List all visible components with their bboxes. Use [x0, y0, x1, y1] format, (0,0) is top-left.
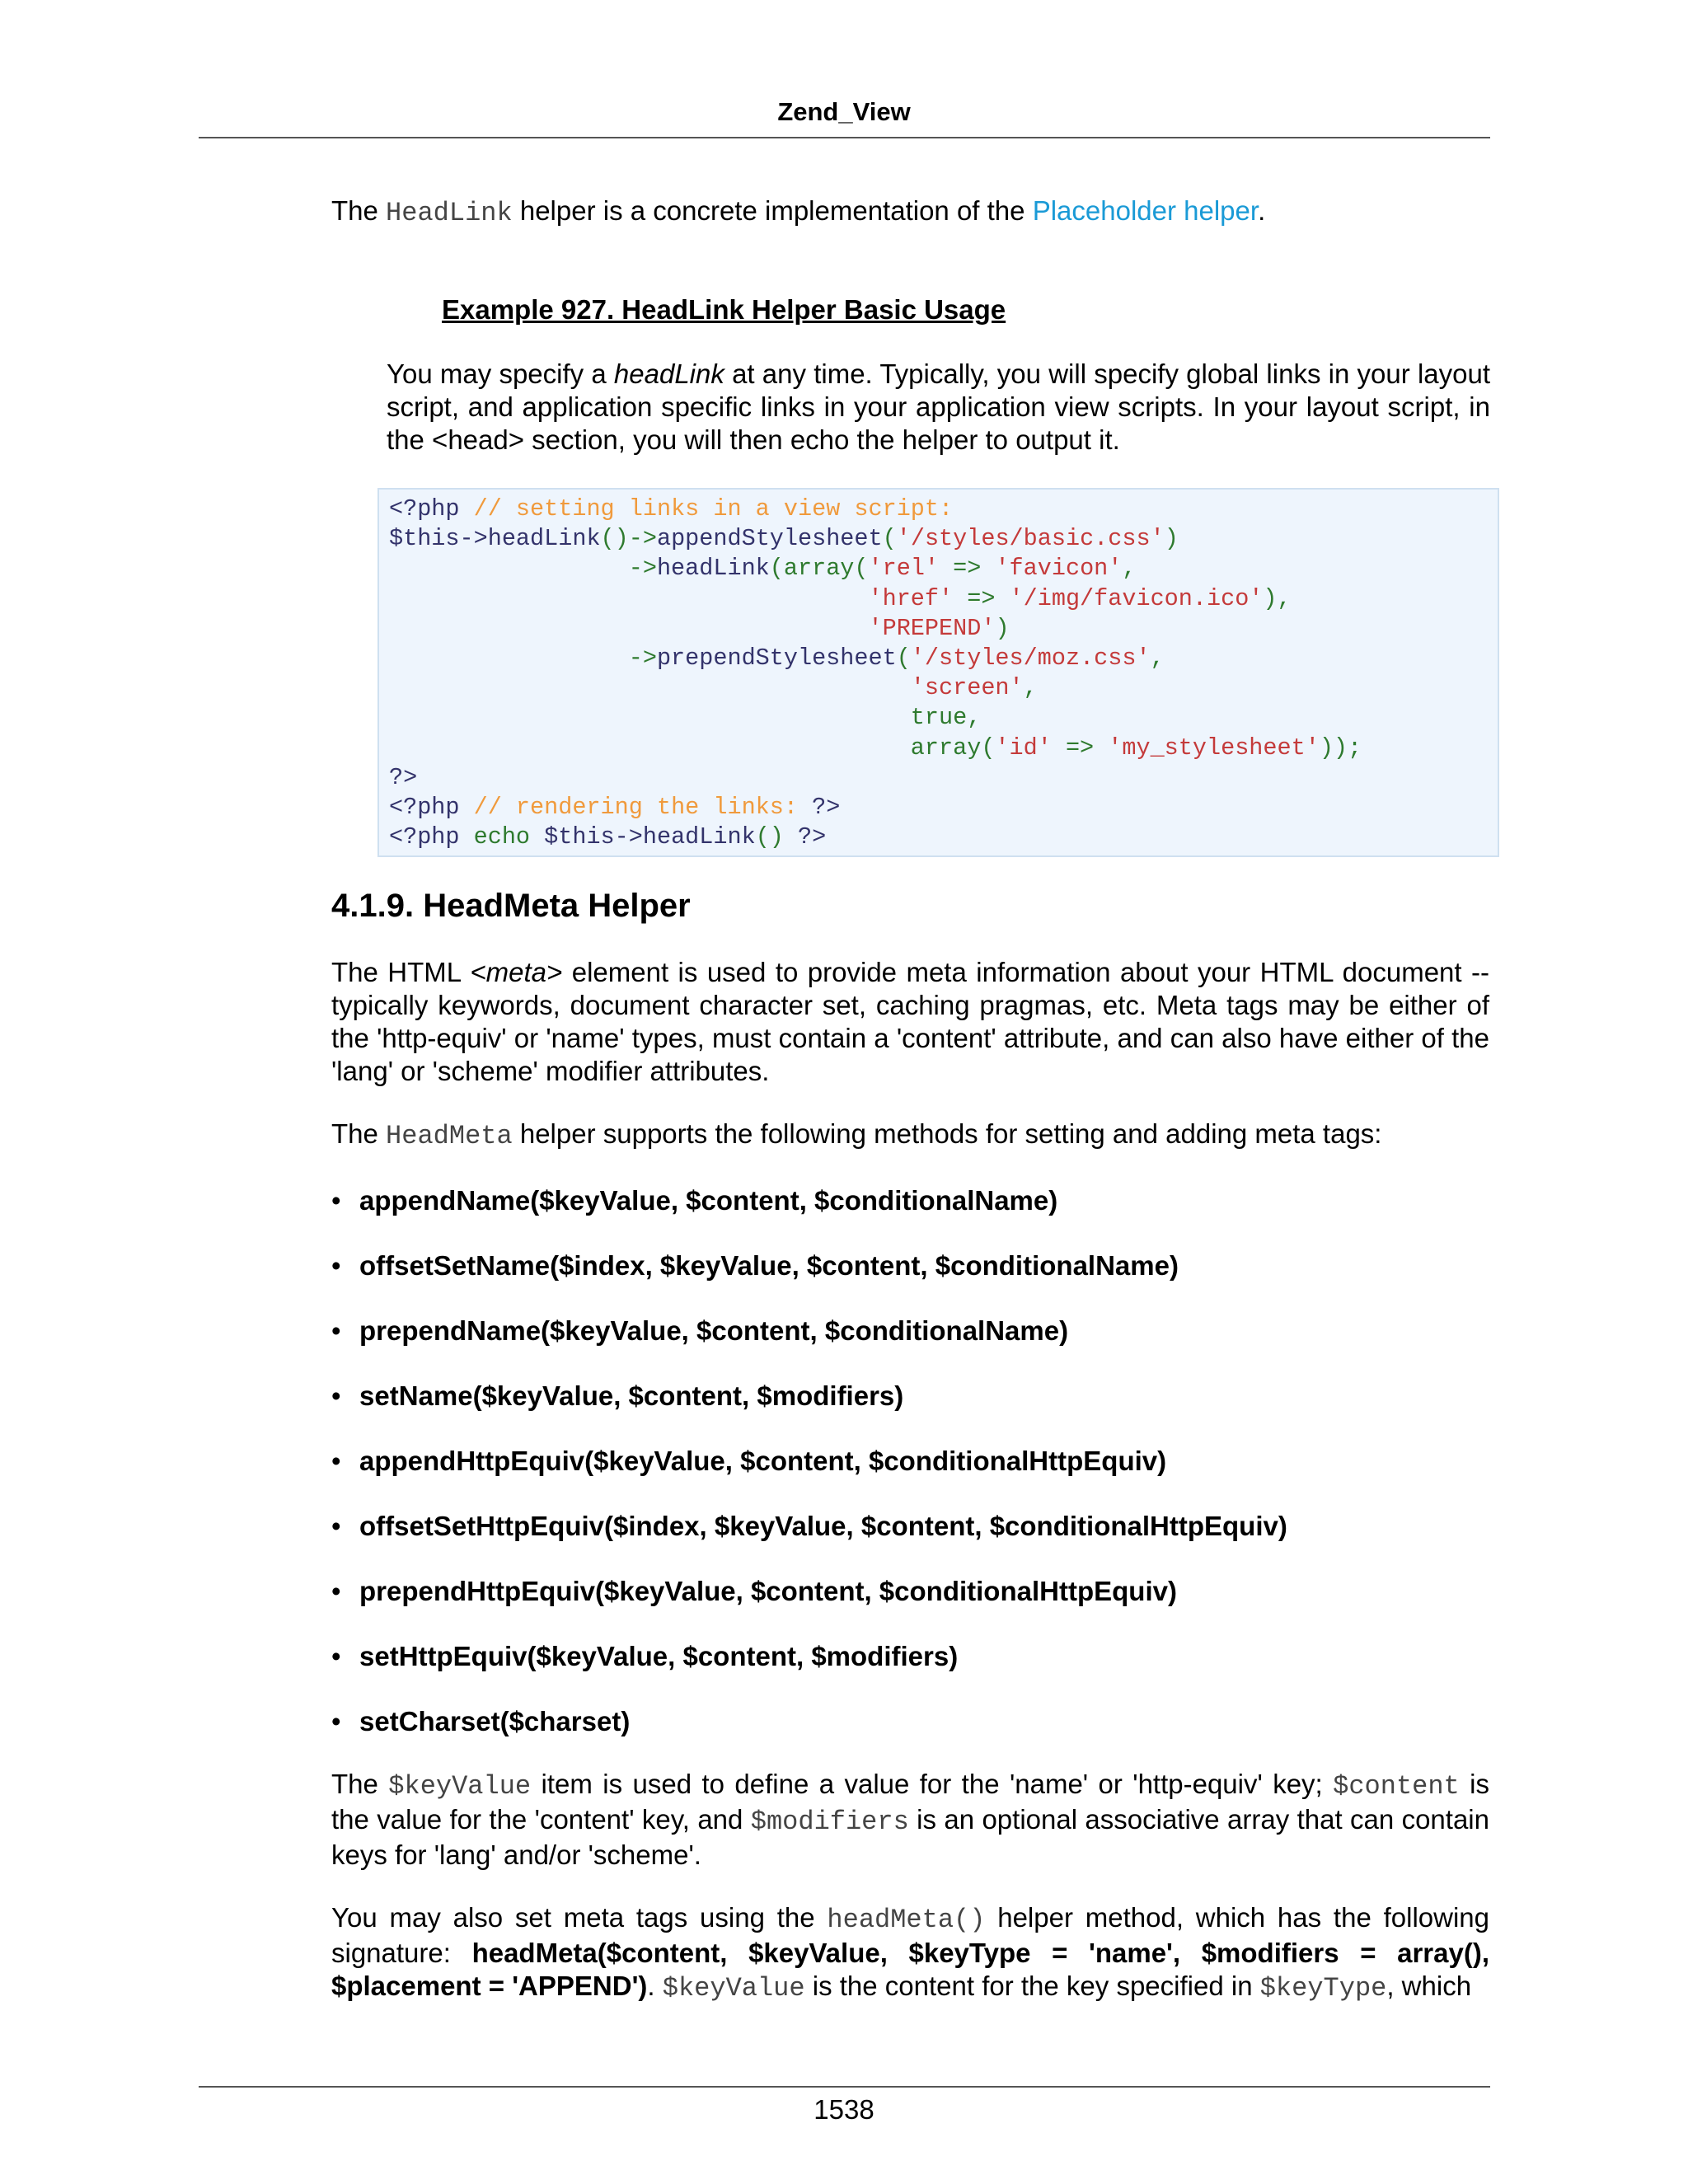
- meta-intro-paragraph: The HTML <meta> element is used to provide meta information about your HTML document -- typically keywords, document character set, caching pragmas, etc. Meta tags may be either of the 'http-equiv' or 'name' types, must contain a 'content' attribute, and can also have either of the 'lang' or 'scheme' modifier attributes.: [331, 957, 1489, 1087]
- code-line: [389, 764, 417, 791]
- list-item: • appendName($keyValue, $content, $conditionalName): [331, 1184, 1489, 1217]
- code-listing: [389, 494, 1488, 852]
- code-token: // rendering the links:: [473, 794, 813, 822]
- code-token: [389, 674, 911, 701]
- page-number: 1538: [814, 2094, 874, 2125]
- code-token: [389, 615, 869, 642]
- code-token: 'href': [868, 584, 954, 612]
- code-token: ()->: [600, 525, 657, 553]
- list-item: • offsetSetName($index, $keyValue, $content, $conditionalName): [331, 1249, 1489, 1282]
- list-item: • appendHttpEquiv($keyValue, $content, $conditionalHttpEquiv): [331, 1445, 1489, 1478]
- code-token: 'PREPEND': [868, 614, 996, 642]
- code-token: 'favicon': [995, 555, 1123, 583]
- code-token: echo: [473, 823, 545, 851]
- code-line: [389, 495, 953, 523]
- code-token: 'my_stylesheet': [1108, 733, 1320, 762]
- placeholder-helper-link[interactable]: Placeholder helper: [1032, 195, 1259, 226]
- code-token: $this->headLink: [544, 823, 756, 851]
- code-token: ,: [1023, 674, 1038, 702]
- code-token: '/styles/moz.css': [910, 644, 1151, 673]
- methods-list: [331, 1184, 1489, 1738]
- list-item: • offsetSetHttpEquiv($index, $keyValue, $content, $conditionalHttpEquiv): [331, 1510, 1489, 1543]
- code-token: // setting links in a view script:: [473, 495, 954, 523]
- code-token: prependStylesheet: [656, 644, 897, 673]
- code-token: headLink: [656, 555, 770, 583]
- code-token: ,: [1122, 555, 1137, 583]
- code-token: array(: [389, 733, 996, 762]
- code-token: '/styles/basic.css': [896, 525, 1165, 553]
- code-token: 'rel': [868, 555, 940, 583]
- code-token: [389, 585, 869, 612]
- example-title: Example 927. HeadLink Helper Basic Usage: [442, 294, 1006, 325]
- code-token: true,: [389, 704, 982, 732]
- header-rule: [199, 137, 1490, 138]
- code-line: [389, 734, 1362, 762]
- list-item: • setCharset($charset): [331, 1705, 1489, 1738]
- intro-paragraph: The HeadLink helper is a concrete implementation of the Placeholder helper.: [331, 195, 1266, 228]
- code-token: =>: [1051, 733, 1109, 762]
- code-token: ?>: [798, 823, 827, 851]
- footer-rule: [199, 2086, 1490, 2088]
- list-item: • prependHttpEquiv($keyValue, $content, $conditionalHttpEquiv): [331, 1575, 1489, 1608]
- code-token: ): [1164, 525, 1179, 553]
- code-token: ?>: [812, 794, 841, 822]
- code-line: [389, 555, 1137, 582]
- code-token: ): [995, 614, 1010, 642]
- code-token: 'id': [995, 733, 1052, 762]
- code-token: (: [882, 525, 897, 553]
- code-token: (): [755, 823, 798, 851]
- code-token: <?php: [389, 794, 474, 822]
- code-token: $this->headLink: [389, 525, 601, 553]
- code-line: [389, 704, 981, 731]
- code-token: ));: [1319, 733, 1362, 762]
- code-line: [389, 674, 1038, 701]
- code-token: ),: [1263, 584, 1292, 612]
- inline-code: HeadLink: [386, 198, 513, 228]
- code-token: ,: [1150, 644, 1165, 673]
- code-token: ->: [389, 555, 657, 583]
- running-header: Zend_View: [777, 97, 911, 126]
- code-block: [377, 488, 1499, 857]
- code-line: [389, 823, 826, 851]
- code-line: [389, 615, 1010, 642]
- code-token: (: [896, 644, 911, 673]
- code-token: <?php: [389, 823, 474, 851]
- code-token: =>: [953, 584, 1010, 612]
- list-item: • setHttpEquiv($keyValue, $content, $modifiers): [331, 1640, 1489, 1673]
- code-token: (array(: [769, 555, 869, 583]
- code-token: =>: [939, 555, 996, 583]
- code-line: [389, 585, 1292, 612]
- list-item: • prependName($keyValue, $content, $conditionalName): [331, 1315, 1489, 1347]
- section-heading: 4.1.9. HeadMeta Helper: [331, 888, 691, 925]
- code-line: [389, 794, 840, 821]
- code-token: <?php: [389, 495, 474, 523]
- page-content: [331, 194, 1489, 2005]
- headmeta-signature-paragraph: You may also set meta tags using the headMeta() helper method, which has the following signature: headMeta($content, $keyValue, $keyType = 'name', $modifiers = array(), $placement = 'APPEND'). $keyValue is the content for the key specified in $keyType, which: [331, 1902, 1490, 2004]
- code-token: '/img/favicon.ico': [1009, 584, 1264, 612]
- methods-intro-paragraph: The HeadMeta helper supports the following methods for setting and adding meta tags:: [331, 1118, 1382, 1152]
- code-token: appendStylesheet: [656, 525, 883, 553]
- code-token: ?>: [389, 763, 418, 791]
- list-item: • setName($keyValue, $content, $modifiers): [331, 1380, 1489, 1413]
- example-description: You may specify a headLink at any time. Typically, you will specify global links in your layout script, and application specific links in your application view scripts. In your layout script, in the <head> section, you will then echo the helper to output it.: [387, 359, 1490, 455]
- keyvalue-paragraph: The $keyValue item is used to define a value for the 'name' or 'http-equiv' key; $content is the value for the 'content' key, and $modifiers is an optional associative array that can contain keys for 'lang' and/or 'scheme'.: [331, 1769, 1489, 1871]
- code-token: ->: [389, 644, 657, 673]
- code-line: [389, 525, 1179, 552]
- code-token: 'screen': [910, 674, 1024, 702]
- code-line: [389, 644, 1165, 672]
